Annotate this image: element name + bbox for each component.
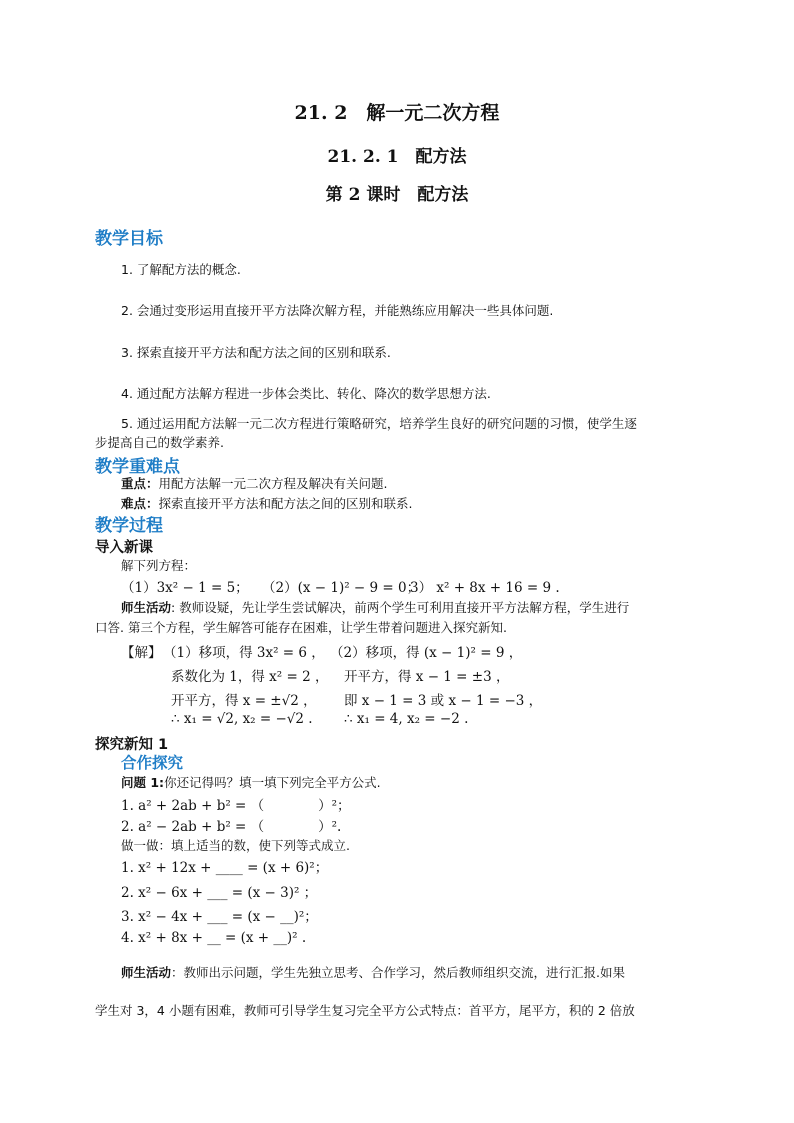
intro-prompt: 解下列方程： [121,558,197,573]
exercise-3: 3. x² − 4x + ___ = (x − __)²； [121,909,318,925]
formula-1: 1. a² + 2ab + b² = （ ）²； [121,798,351,814]
question-1-label: 问题 1: [121,775,165,790]
question-1 [121,773,381,791]
difficulty-label: 难点： [121,496,159,511]
solution-right-1: （2）移项，得 (x − 1)² = 9 ， [330,645,523,661]
formula-2: 2. a² − 2ab + b² = （ ）². [121,819,342,835]
equation-1: （1）3x² − 1 = 5； [121,580,249,596]
lesson-title: 第 2 课时 配方法 [325,185,469,205]
try-prompt: 做一做：填上适当的数，使下列等式成立. [121,838,350,853]
solution-left-2: 系数化为 1，得 x² = 2 ， [171,669,329,685]
question-1-text: 你还记得吗？填一填下列完全平方公式. [164,775,381,790]
solution-right-4: ∴ x₁ = 4, x₂ = −2 . [344,711,469,727]
solution-left-1: （1）移项，得 3x² = 6 ， [163,645,325,661]
solution-left-4: ∴ x₁ = √2, x₂ = −√2 . [171,711,313,727]
solution-right-3: 即 x − 1 = 3 或 x − 1 = −3 ， [344,693,543,709]
focus-text: 用配方法解一元二次方程及解决有关问题. [158,476,388,491]
goal-item-3: 3. 探索直接开平方法和配方法之间的区别和联系. [121,345,391,360]
exercise-2: 2. x² − 6x + ___ = (x − 3)² ； [121,885,318,901]
activity-line-2: 学生对 3，4 小题有困难，教师可引导学生复习完全平方公式特点：首平方，尾平方，积的 2 倍放 [95,1003,635,1018]
process-heading: 教学过程 [95,516,163,536]
activity-text: ：教师出示问题，学生先独立思考、合作学习，然后教师组织交流，进行汇报.如果 [171,965,625,980]
difficulty-line [121,494,413,512]
teacher-activity-line-1 [121,598,629,616]
goal-item-5: 5. 通过运用配方法解一元二次方程进行策略研究，培养学生良好的研究问题的习惯，使学生逐 [121,416,637,431]
exercise-1: 1. x² + 12x + ____ = (x + 6)²； [121,860,329,876]
equation-3: 3） x² + 8x + 16 = 9 . [410,580,560,596]
teacher-activity-text: : 教师设疑，先让学生尝试解决，前两个学生可利用直接开平方法解方程，学生进行 [171,600,630,615]
focus-line [121,474,388,492]
page-title: 21. 2 解一元二次方程 [294,102,500,124]
teacher-activity-label: 师生活动 [121,600,172,615]
explore-heading: 探究新知 1 [95,737,169,753]
focus-label: 重点： [121,476,159,491]
section-subtitle: 21. 2. 1 配方法 [327,147,467,167]
intro-heading: 导入新课 [95,540,153,556]
keypoints-heading: 教学重难点 [95,457,180,477]
solution-left-3: 开平方，得 x = ±√2 ， [171,693,317,709]
solution-label: 【解】 [121,645,162,661]
goal-item-5-cont: 步提高自己的数学素养. [95,435,224,450]
cooperate-heading: 合作探究 [121,754,184,772]
equation-2: （2）(x − 1)² − 9 = 0； [262,580,421,596]
difficulty-text: 探索直接开平方法和配方法之间的区别和联系. [158,496,413,511]
activity-label: 师生活动 [121,965,172,980]
goal-item-1: 1. 了解配方法的概念. [121,262,241,277]
goal-item-4: 4. 通过配方法解方程进一步体会类比、转化、降次的数学思想方法. [121,386,491,401]
exercise-4: 4. x² + 8x + __ = (x + __)² . [121,930,307,946]
solution-right-2: 开平方，得 x − 1 = ±3 ， [344,669,510,685]
goal-item-2: 2. 会通过变形运用直接开平方法降次解方程，并能熟练应用解决一些具体问题. [121,303,554,318]
goals-heading: 教学目标 [95,229,163,249]
teacher-activity-line-2: 口答. 第三个方程，学生解答可能存在困难，让学生带着问题进入探究新知. [95,620,507,635]
activity-line-1 [121,963,625,981]
